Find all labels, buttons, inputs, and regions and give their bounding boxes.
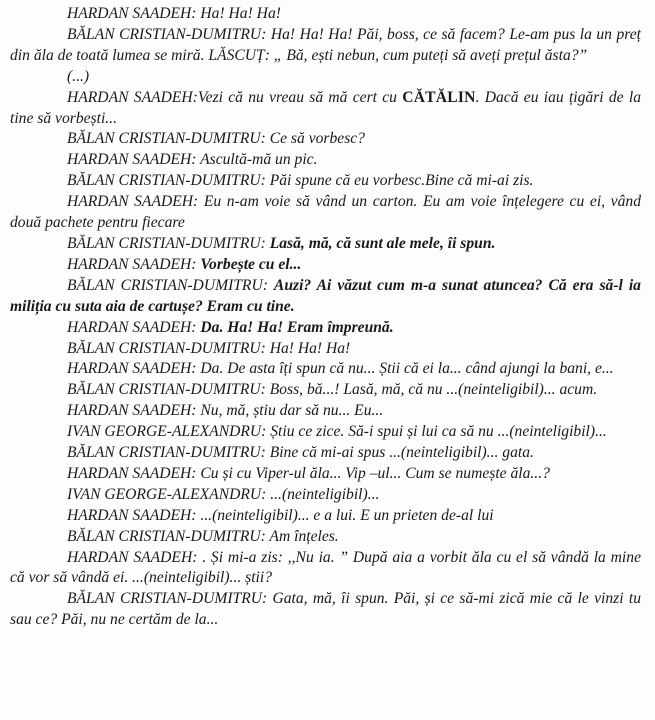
speaker-label: BĂLAN CRISTIAN-DUMITRU: xyxy=(67,234,270,252)
transcript-line: BĂLAN CRISTIAN-DUMITRU: Păi spune că eu vorbesc.Bine că mi-ai zis. xyxy=(67,172,534,190)
transcript-line: HARDAN SAADEH: Eu n-am voie să vând un carton. Eu am voie înțelegere cu ei, vând două pachete pentru fiecare xyxy=(10,193,641,232)
transcript-line: HARDAN SAADEH: ...(neinteligibil)... e a lui. E un prieten de-al lui xyxy=(67,506,494,524)
transcript-text: . Dacă eu iau țigări de la tine să vorbești... xyxy=(10,88,641,127)
transcript-line xyxy=(10,276,641,318)
bold-speech: Da. Ha! Ha! Eram împreună. xyxy=(200,318,394,336)
transcript-line: HARDAN SAADEH: Ha! Ha! Ha! xyxy=(67,5,281,22)
highlighted-name: CĂTĂLIN xyxy=(402,88,476,106)
transcript-line xyxy=(10,88,641,130)
transcript-line: BĂLAN CRISTIAN-DUMITRU: Bine că mi-ai spus ...(neinteligibil)... gata. xyxy=(67,444,534,462)
transcript-line: IVAN GEORGE-ALEXANDRU: Știu ce zice. Să-i spui și lui ca să nu ...(neinteligibil)... xyxy=(67,423,607,441)
speaker-label: HARDAN SAADEH: xyxy=(67,255,201,273)
transcript-line: BĂLAN CRISTIAN-DUMITRU: Boss, bă...! Lasă, mă, că nu ...(neinteligibil)... acum. xyxy=(67,381,598,399)
transcript-line: HARDAN SAADEH: Ascultă-mă un pic. xyxy=(67,151,318,169)
transcript-line: HARDAN SAADEH: Nu, mă, știu dar să nu... Eu... xyxy=(67,402,384,420)
bold-speech: Lasă, mă, că sunt ale mele, îi spun. xyxy=(269,234,496,252)
speaker-label: HARDAN SAADEH: xyxy=(67,318,201,336)
transcript-line: BĂLAN CRISTIAN-DUMITRU: Ha! Ha! Ha! xyxy=(67,339,351,357)
transcript-line: IVAN GEORGE-ALEXANDRU: ...(neinteligibil)... xyxy=(67,485,380,503)
transcript-line: BĂLAN CRISTIAN-DUMITRU: Ha! Ha! Ha! Păi, boss, ce să facem? Le-am pus la un preț din ăla de toată lumea se miră. LĂSCUȚ: „ Bă, ești nebun, cum puteți să aveți prețul ăsta?” xyxy=(10,25,641,64)
transcript-text: HARDAN SAADEH:Vezi că nu vreau să mă cert cu xyxy=(67,88,403,106)
bold-speech: Auzi? Ai văzut cum m-a sunat atuncea? Că era să-l ia miliția cu suta aia de cartușe? Eram cu tine. xyxy=(10,276,641,315)
transcript-line xyxy=(10,234,641,255)
transcript-line xyxy=(10,255,641,276)
transcript-line: BĂLAN CRISTIAN-DUMITRU: Gata, mă, îi spun. Păi, și ce să-mi zică mie că le vinzi tu sau ce? Păi, nu ne certăm de la... xyxy=(10,590,641,629)
transcript-line: BĂLAN CRISTIAN-DUMITRU: Am înțeles. xyxy=(67,527,339,545)
transcript-line: HARDAN SAADEH: Da. De asta îți spun că nu... Știi că ei la... când ajungi la bani, e... xyxy=(67,360,614,378)
bold-speech: Vorbește cu el... xyxy=(200,255,302,273)
transcript-line: (...) xyxy=(67,67,90,85)
transcript-line: BĂLAN CRISTIAN-DUMITRU: Ce să vorbesc? xyxy=(67,130,365,148)
speaker-label: BĂLAN CRISTIAN-DUMITRU: xyxy=(67,276,274,294)
transcript-line: HARDAN SAADEH: . Și mi-a zis: ,,Nu ia. ” După aia a vorbit ăla cu el să vândă la mine că vor să vândă ei. ...(neinteligibil)... știi? xyxy=(10,548,641,587)
transcript-line xyxy=(10,318,641,339)
transcript-line: HARDAN SAADEH: Cu și cu Viper-ul ăla... Vip –ul... Cum se numește ăla...? xyxy=(67,464,550,482)
